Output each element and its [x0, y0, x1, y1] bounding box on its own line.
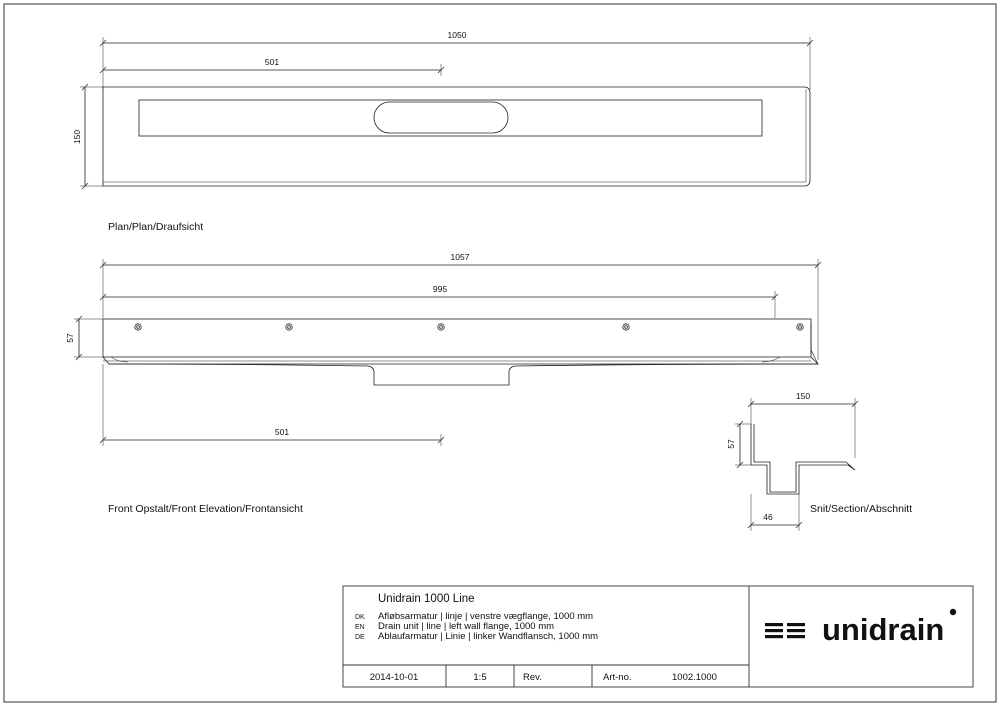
front-bottom-profile	[103, 357, 818, 364]
plan-outlet-oval	[374, 102, 508, 133]
section-caption: Snit/Section/Abschnitt	[810, 503, 913, 515]
sheet-border	[4, 4, 996, 702]
plan-caption: Plan/Plan/Draufsicht	[108, 221, 204, 233]
front-dim-height-line	[74, 316, 103, 360]
title-block-scale: 1:5	[473, 672, 487, 683]
front-dim-holes-line	[100, 291, 778, 318]
front-elevation	[74, 259, 821, 446]
front-outlet	[109, 364, 818, 385]
plan-dim-total: 1050	[447, 30, 467, 40]
title-block-desc-dk: Afløbsarmatur | linje | venstre vægflange, 1000 mm	[378, 611, 594, 622]
front-dim-total: 1057	[450, 252, 470, 262]
title-block-artno: 1002.1000	[672, 672, 717, 683]
front-dim-outlet: 501	[274, 427, 290, 437]
plan-dim-height-line	[80, 84, 103, 189]
title-block-desc-en: Drain unit | line | left wall flange, 1000 mm	[378, 621, 555, 632]
title-block-code-en: EN	[355, 624, 365, 631]
plan-dim-height: 150	[72, 129, 82, 145]
plan-slot	[139, 100, 762, 136]
title-block-rev-label: Rev.	[523, 672, 542, 683]
section-dim-width: 150	[795, 391, 811, 401]
title-block-title: Unidrain 1000 Line	[378, 593, 475, 605]
section-dim-width-line	[748, 398, 858, 458]
front-dim-height: 57	[65, 333, 75, 343]
logo-wordmark: unidrain	[822, 612, 945, 647]
title-block-artno-label: Art-no.	[603, 672, 632, 683]
title-block-desc-de: Ablaufarmatur | Linie | linker Wandflansch, 1000 mm	[378, 631, 599, 642]
front-dim-holes: 995	[432, 284, 448, 294]
section-profile	[751, 424, 855, 494]
title-block-date: 2014-10-01	[369, 672, 419, 683]
plan-dim-half: 501	[264, 57, 280, 67]
front-flange	[103, 319, 811, 357]
title-block-code-dk: DK	[355, 614, 365, 621]
front-dim-total-line	[100, 259, 821, 360]
section-dim-outlet: 46	[763, 512, 773, 522]
plan-view	[80, 37, 813, 189]
section-dim-height: 57	[726, 439, 736, 449]
title-block-code-de: DE	[355, 634, 365, 641]
front-caption: Front Opstalt/Front Elevation/Frontansicht	[108, 503, 303, 515]
plan-dim-total-line	[100, 37, 813, 90]
section-dim-height-line	[735, 421, 751, 468]
front-screw-holes	[135, 324, 803, 330]
front-dim-outlet-line	[100, 364, 444, 446]
section-dim-outlet-line	[748, 494, 802, 531]
